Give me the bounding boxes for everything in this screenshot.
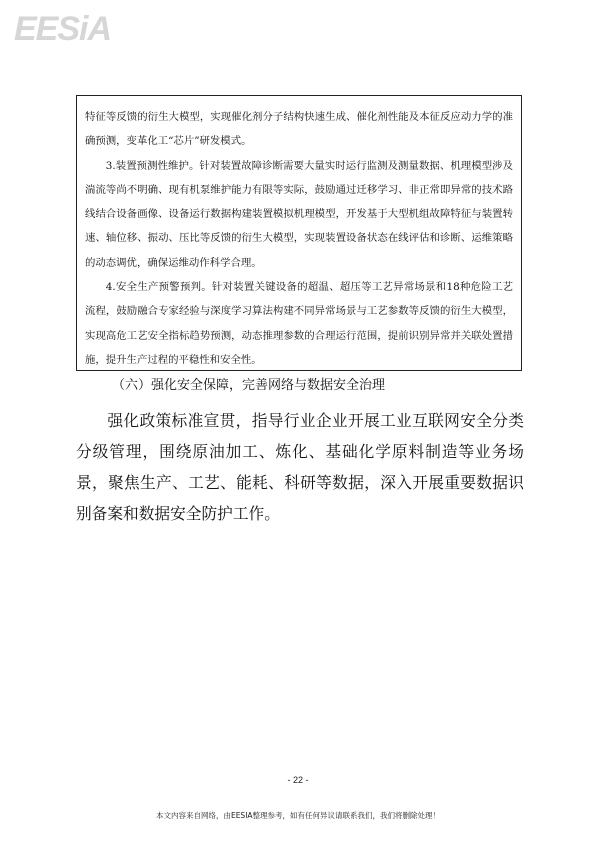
eesia-logo: EESiA [14, 10, 112, 48]
section-heading: （六）强化安全保障，完善网络与数据安全治理 [112, 378, 386, 393]
box-paragraph: 4.安全生产预警预判。针对装置关键设备的超温、超压等工艺异常场景和18种危险工艺流程，鼓励融合专家经验与深度学习算法构建不同异常场景与工艺参数等反馈的衍生大模型，实现高危工艺安全指标趋势预测，动态推理参数的合理运行范围，提前识别异常并关联处置措施，提升生产过程的平稳性和安全性。 [85, 281, 513, 366]
body-paragraph: 强化政策标准宣贯，指导行业企业开展工业互联网安全分类分级管理，围绕原油加工、炼化、基础化学原料制造等业务场景，聚焦生产、工艺、能耗、科研等数据，深入开展重要数据识别备案和数据安全防护工作。 [76, 411, 524, 523]
highlight-box [76, 95, 522, 371]
box-paragraph: 特征等反馈的衍生大模型，实现催化剂分子结构快速生成、催化剂性能及本征反应动力学的准确预测，变革化工“芯片”研发模式。 [85, 111, 513, 148]
box-paragraph: 3.装置预测性维护。针对装置故障诊断需要大量实时运行监测及测量数据、机理模型涉及湍流等尚不明确、现有机泵维护能力有限等实际，鼓励通过迁移学习、非正常即异常的技术路线结合设备画像、设备运行数据构建装置模拟机理模型，开发基于大型机组故障特征与装置转速、轴位移、振动、压比等反馈的衍生大模型，实现装置设备状态在线评估和诊断、运维策略的动态调优，确保运维动作科学合理。 [85, 159, 513, 269]
footer-notice: 本文内容来自网络，由EESIA整理参考，如有任何异议请联系我们，我们将删除处理！ [155, 811, 441, 820]
page-number: - 22 - [287, 775, 309, 785]
